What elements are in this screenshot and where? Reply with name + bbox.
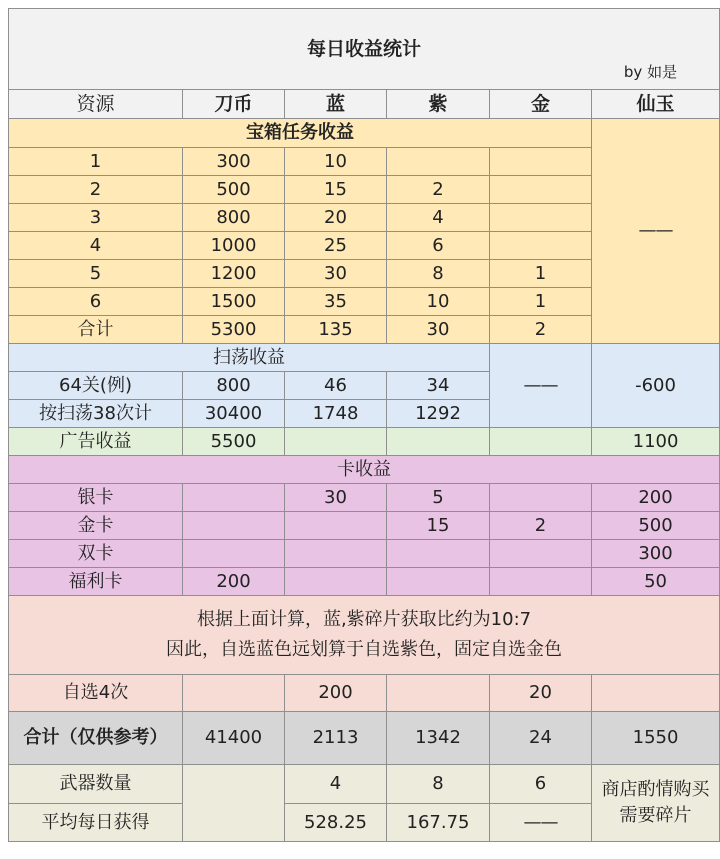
row-label: 合计 [9,316,183,344]
cell-daobi [183,675,285,712]
cell-xianyu: 300 [592,540,720,568]
cell-daobi: 500 [183,176,285,204]
cell-blue: 4 [285,765,387,804]
shop-note: 商店酌情购买需要碎片 [592,765,720,842]
cell-daobi [183,765,285,842]
card-section-label: 卡收益 [9,456,720,484]
cell-purple: 4 [387,204,490,232]
cell-daobi: 5500 [183,428,285,456]
cell-gold [490,204,592,232]
title-text: 每日收益统计 [307,37,422,60]
cell-daobi: 300 [183,148,285,176]
cell-blue: 20 [285,204,387,232]
cell-blue: 1748 [285,400,387,428]
sweep-xianyu-cell: -600 [592,344,720,428]
table-row [9,484,720,512]
row-label: 自选4次 [9,675,183,712]
row-label: 福利卡 [9,568,183,596]
cell-blue: 528.25 [285,804,387,842]
grand-total-row [9,712,720,765]
cell-gold: —— [490,804,592,842]
header-row [9,90,720,119]
row-label: 武器数量 [9,765,183,804]
cell-blue [285,568,387,596]
cell-daobi: 5300 [183,316,285,344]
ratio-note-line-2: 因此，自选蓝色远划算于自选紫色，固定自选金色 [166,639,563,660]
cell-purple: 34 [387,372,490,400]
cell-daobi [183,512,285,540]
cell-gold [490,176,592,204]
header-gold: 金 [490,90,592,119]
row-label: 2 [9,176,183,204]
header-purple: 紫 [387,90,490,119]
row-label: 6 [9,288,183,316]
cell-purple: 8 [387,260,490,288]
cell-purple: 6 [387,232,490,260]
cell-gold: 2 [490,512,592,540]
cell-blue: 15 [285,176,387,204]
cell-gold [490,568,592,596]
cell-xianyu [592,675,720,712]
cell-purple: 167.75 [387,804,490,842]
row-label: 银卡 [9,484,183,512]
cell-blue [285,540,387,568]
cell-daobi: 41400 [183,712,285,765]
cell-gold [490,540,592,568]
cell-blue [285,512,387,540]
cell-daobi: 1000 [183,232,285,260]
cell-blue: 200 [285,675,387,712]
cell-gold: 24 [490,712,592,765]
row-label: 5 [9,260,183,288]
row-label: 金卡 [9,512,183,540]
row-label: 按扫荡38次计 [9,400,183,428]
cell-daobi: 200 [183,568,285,596]
cell-daobi [183,484,285,512]
cell-purple [387,568,490,596]
cell-blue: 25 [285,232,387,260]
table-row [9,512,720,540]
cell-xianyu: 500 [592,512,720,540]
cell-gold: 1 [490,288,592,316]
cell-blue [285,428,387,456]
cell-purple: 2 [387,176,490,204]
table-row [9,568,720,596]
cell-gold [490,232,592,260]
table-row [9,540,720,568]
chest-section-label: 宝箱任务收益 [9,119,592,148]
cell-daobi: 1500 [183,288,285,316]
cell-daobi: 1200 [183,260,285,288]
row-label: 4 [9,232,183,260]
weapon-count-row [9,765,720,804]
cell-purple: 1292 [387,400,490,428]
daily-income-table [8,8,720,842]
sweep-section-label: 扫荡收益 [9,344,490,372]
header-daobi: 刀币 [183,90,285,119]
cell-blue: 30 [285,260,387,288]
cell-blue: 2113 [285,712,387,765]
row-label: 双卡 [9,540,183,568]
row-label: 合计（仅供参考） [9,712,183,765]
cell-daobi: 800 [183,204,285,232]
cell-gold: 1 [490,260,592,288]
cell-xianyu: 1550 [592,712,720,765]
row-label: 广告收益 [9,428,183,456]
cell-purple: 15 [387,512,490,540]
cell-gold [490,484,592,512]
cell-purple: 30 [387,316,490,344]
row-label: 1 [9,148,183,176]
cell-purple [387,540,490,568]
cell-purple: 8 [387,765,490,804]
cell-xianyu: 50 [592,568,720,596]
ratio-note-line-1: 根据上面计算，蓝,紫碎片获取比约为10:7 [196,609,532,630]
cell-blue: 135 [285,316,387,344]
cell-blue: 10 [285,148,387,176]
chest-xianyu-cell: —— [592,119,720,344]
cell-purple [387,428,490,456]
row-label: 64关(例) [9,372,183,400]
header-blue: 蓝 [285,90,387,119]
pick-row [9,675,720,712]
row-label: 3 [9,204,183,232]
cell-blue: 35 [285,288,387,316]
cell-purple: 5 [387,484,490,512]
page-title [9,9,720,90]
row-label: 平均每日获得 [9,804,183,842]
cell-daobi: 800 [183,372,285,400]
header-xianyu: 仙玉 [592,90,720,119]
cell-gold: 2 [490,316,592,344]
byline: by 如是 [623,63,678,81]
cell-gold [490,428,592,456]
cell-gold: 20 [490,675,592,712]
cell-purple: 10 [387,288,490,316]
cell-daobi [183,540,285,568]
cell-gold [490,148,592,176]
cell-xianyu: 1100 [592,428,720,456]
ad-income-row [9,428,720,456]
cell-purple [387,148,490,176]
cell-purple [387,675,490,712]
cell-gold: 6 [490,765,592,804]
cell-blue: 30 [285,484,387,512]
cell-daobi: 30400 [183,400,285,428]
sweep-gold-cell: —— [490,344,592,428]
ratio-note [9,596,720,675]
cell-xianyu: 200 [592,484,720,512]
header-resource: 资源 [9,90,183,119]
cell-blue: 46 [285,372,387,400]
cell-purple: 1342 [387,712,490,765]
